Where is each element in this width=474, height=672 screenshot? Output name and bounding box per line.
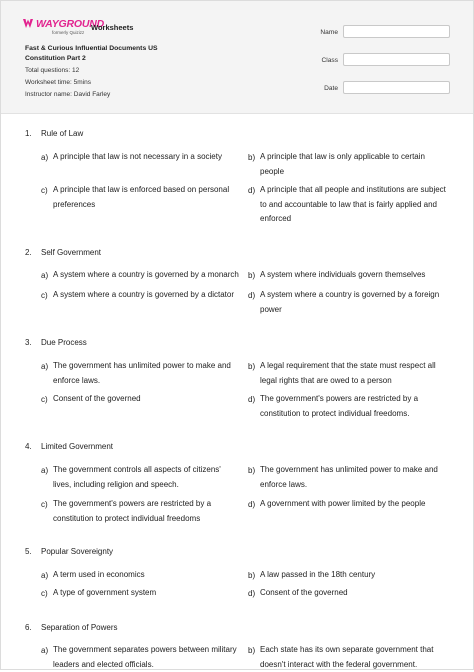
option-b-text[interactable] [260,359,456,388]
option-b-text[interactable] [260,150,456,179]
question-text: Self Government [41,248,101,257]
option-a-line-1: The government controls all aspects of citizens' [53,463,248,478]
option-b-text[interactable] [260,463,456,492]
option-letter-a[interactable]: a) [41,153,48,162]
option-c-line-2: constitution to protect individual freedoms [53,512,248,527]
option-b-line-2: enforce laws. [260,478,456,493]
option-c-text[interactable] [53,183,248,212]
option-d-line-3: enforced [260,212,456,227]
option-b-text[interactable] [260,643,456,672]
brand-label: Worksheets [91,23,133,32]
option-letter-b[interactable]: b) [248,646,255,655]
option-letter-b[interactable]: b) [248,571,255,580]
option-letter-b[interactable]: b) [248,271,255,280]
option-d-line-1: A principle that all people and institutions are subject [260,183,456,198]
title-line-1: Fast & Curious Influential Documents US [25,44,205,54]
option-letter-b[interactable]: b) [248,466,255,475]
option-b-line-2: people [260,165,456,180]
option-letter-c[interactable]: c) [41,589,48,598]
logo-text: WAYGROUND [36,18,104,30]
option-d-text[interactable] [260,288,456,317]
option-letter-a[interactable]: a) [41,362,48,371]
option-a-line-1: The government separates powers between military [53,643,248,658]
option-d-line-2: constitution to protect individual freedoms. [260,407,456,422]
question-text: Rule of Law [41,129,83,138]
option-a-line-2: lives, including religion and speech. [53,478,248,493]
option-c-text[interactable]: Consent of the governed [53,392,248,407]
total-questions: Total questions: 12 [25,67,79,74]
question-number: 5. [25,547,32,556]
option-d-line-1: The government's powers are restricted by a [260,392,456,407]
option-a-line-2: leaders and elected officials. [53,658,248,672]
option-c-text[interactable]: A system where a country is governed by a dictator [53,288,248,303]
option-b-line-1: The government has unlimited power to make and [260,463,456,478]
option-a-text[interactable]: A system where a country is governed by a monarch [53,268,248,283]
option-b-line-1: A principle that law is only applicable to certain [260,150,456,165]
name-label: Name [298,29,338,36]
title-line-2: Constitution Part 2 [25,54,205,64]
option-letter-a[interactable]: a) [41,646,48,655]
option-d-line-2: power [260,303,456,318]
option-letter-d[interactable]: d) [248,291,255,300]
question-number: 1. [25,129,32,138]
option-d-text[interactable]: Consent of the governed [260,586,456,601]
option-b-line-2: legal rights that are owed to a person [260,374,456,389]
option-letter-c[interactable]: c) [41,500,48,509]
option-a-line-2: enforce laws. [53,374,248,389]
instructor-name: Instructor name: David Farley [25,91,110,98]
option-letter-c[interactable]: c) [41,186,48,195]
option-a-text[interactable]: A term used in economics [53,568,248,583]
option-b-line-2: doesn't interact with the federal government. [260,658,456,672]
question-number: 3. [25,338,32,347]
option-letter-b[interactable]: b) [248,362,255,371]
wayground-logo-icon [23,18,36,29]
class-label: Class [298,57,338,64]
worksheet-time: Worksheet time: 5mins [25,79,91,86]
option-d-line-1: A system where a country is governed by a foreign [260,288,456,303]
date-label: Date [298,85,338,92]
option-c-line-2: preferences [53,198,248,213]
option-b-line-1: Each state has its own separate government that [260,643,456,658]
option-d-text[interactable] [260,392,456,421]
date-field[interactable] [343,81,450,94]
worksheet-title [25,44,205,63]
option-letter-d[interactable]: d) [248,186,255,195]
name-field[interactable] [343,25,450,38]
option-letter-b[interactable]: b) [248,153,255,162]
option-a-text[interactable] [53,463,248,492]
option-c-text[interactable]: A type of government system [53,586,248,601]
class-field[interactable] [343,53,450,66]
question-text: Popular Sovereignty [41,547,113,556]
option-a-text[interactable] [53,643,248,672]
worksheet-header [1,1,473,114]
option-b-line-1: A legal requirement that the state must respect all [260,359,456,374]
option-d-text[interactable]: A government with power limited by the people [260,497,456,512]
option-letter-d[interactable]: d) [248,395,255,404]
option-letter-c[interactable]: c) [41,291,48,300]
option-c-line-1: The government's powers are restricted by a [53,497,248,512]
option-d-text[interactable] [260,183,456,227]
question-number: 6. [25,623,32,632]
question-number: 2. [25,248,32,257]
option-letter-a[interactable]: a) [41,466,48,475]
question-text: Separation of Powers [41,623,118,632]
logo-subtext: formerly Quizizz [52,30,84,35]
question-number: 4. [25,442,32,451]
option-letter-d[interactable]: d) [248,589,255,598]
option-c-text[interactable] [53,497,248,526]
option-letter-a[interactable]: a) [41,571,48,580]
option-letter-a[interactable]: a) [41,271,48,280]
option-b-text[interactable]: A system where individuals govern themselves [260,268,456,283]
option-d-line-2: to and accountable to law that is fairly applied and [260,198,456,213]
option-a-text[interactable]: A principle that law is not necessary in a society [53,150,248,165]
option-a-line-1: The government has unlimited power to make and [53,359,248,374]
option-a-text[interactable] [53,359,248,388]
question-text: Limited Government [41,442,113,451]
option-letter-d[interactable]: d) [248,500,255,509]
option-b-text[interactable]: A law passed in the 18th century [260,568,456,583]
option-c-line-1: A principle that law is enforced based on personal [53,183,248,198]
option-letter-c[interactable]: c) [41,395,48,404]
question-text: Due Process [41,338,87,347]
